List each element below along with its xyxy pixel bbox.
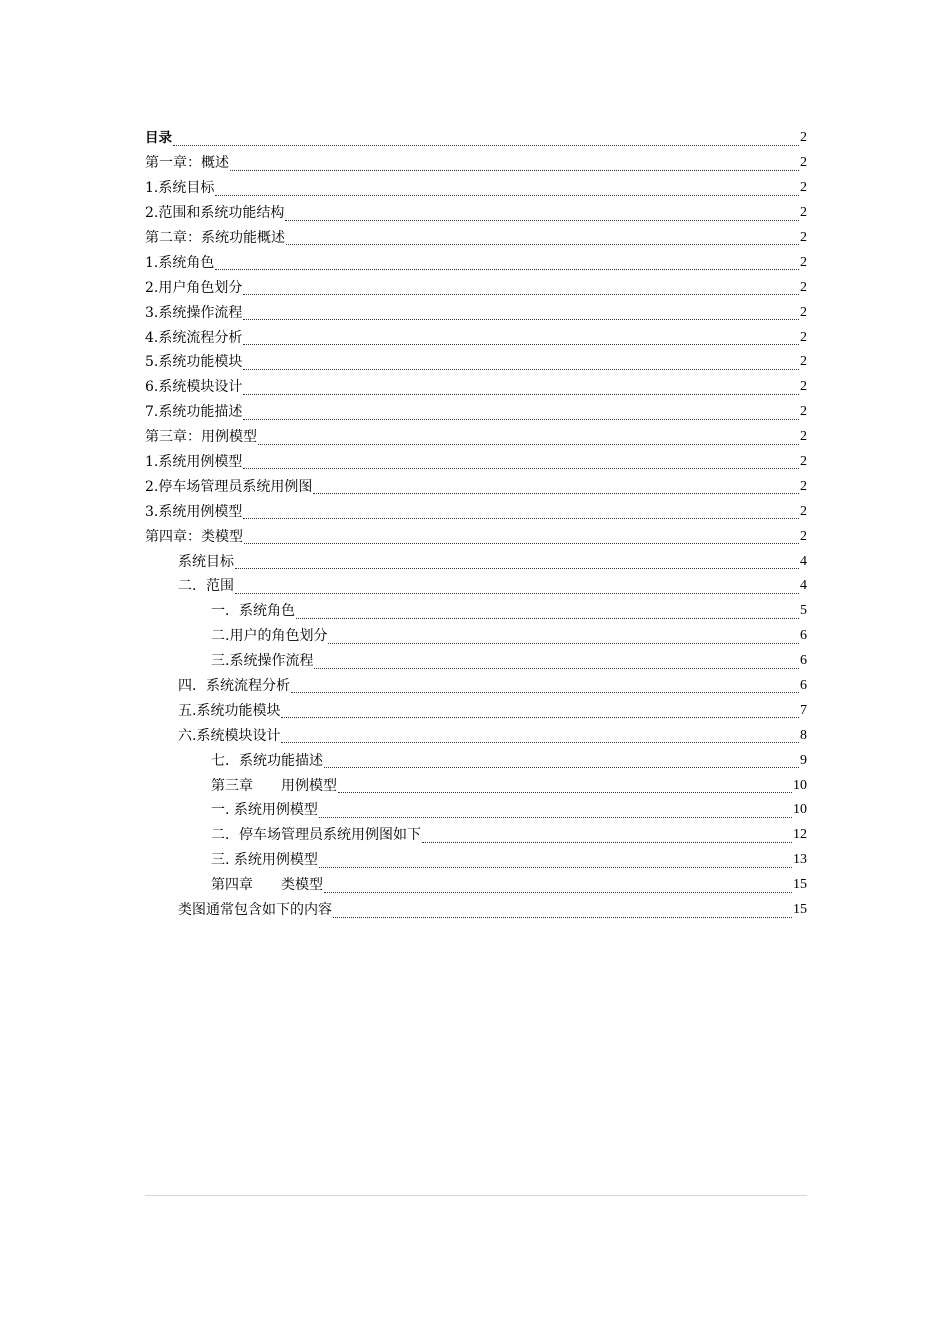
toc-entry-page-number: 15 [793,902,807,918]
toc-entry[interactable] [145,674,807,699]
toc-dot-leader [243,517,799,519]
toc-entry-page-number: 2 [800,254,807,270]
toc-entry-title: 1.系统用例模型 [145,454,243,471]
toc-entry-page-number: 2 [800,503,807,519]
toc-entry[interactable] [145,574,807,599]
toc-entry-title: 三.系统操作流程 [211,653,314,670]
toc-entry-title: 类图通常包含如下的内容 [178,902,332,919]
toc-entry[interactable] [145,798,807,823]
footer-divider [145,1195,807,1196]
toc-entry-page-number: 2 [800,230,807,245]
toc-dot-leader [338,791,792,793]
toc-entry-page-number: 10 [793,802,807,818]
toc-entry-title: 第二章：系统功能概述 [145,230,285,246]
toc-dot-leader [235,567,799,569]
toc-entry-page-number: 13 [793,852,807,868]
toc-entry[interactable] [145,450,807,475]
toc-dot-leader [285,219,799,221]
toc-entry[interactable] [145,425,807,450]
toc-entry[interactable] [145,499,807,524]
toc-entry[interactable] [145,599,807,624]
toc-dot-leader [319,866,792,868]
toc-entry-title: 五.系统功能模块 [178,702,281,719]
toc-entry[interactable] [145,748,807,773]
toc-entry[interactable] [145,649,807,674]
toc-dot-leader [281,741,799,743]
toc-entry-page-number: 10 [793,777,807,793]
toc-dot-leader [230,169,799,171]
toc-dot-leader [243,318,799,320]
toc-entry-page-number: 6 [800,628,807,644]
toc-entry-title: 四．系统流程分析 [178,678,290,695]
toc-dot-leader [314,667,799,669]
toc-dot-leader [313,492,799,494]
toc-entry-title: 二．停车场管理员系统用例图如下 [211,827,421,844]
toc-dot-leader [243,368,799,370]
toc-entry-title: 3.系统操作流程 [145,304,243,321]
toc-entry-title: 4.系统流程分析 [145,329,243,346]
toc-entry-page-number: 2 [800,279,807,295]
toc-entry[interactable] [145,848,807,873]
toc-entry[interactable] [145,151,807,176]
toc-entry-page-number: 2 [800,130,807,146]
toc-entry-page-number: 9 [800,752,807,768]
toc-dot-leader [319,816,792,818]
toc-entry-title: 第四章 类模型 [211,877,323,894]
toc-entry-title: 系统目标 [178,553,234,570]
toc-entry[interactable] [145,201,807,226]
toc-entry-page-number: 6 [800,678,807,694]
toc-entry[interactable] [145,126,807,151]
toc-entry[interactable] [145,275,807,300]
toc-dot-leader [286,243,799,245]
toc-entry-title: 第四章：类模型 [145,528,243,545]
toc-entry[interactable] [145,773,807,798]
toc-entry[interactable] [145,898,807,923]
toc-entry-page-number: 15 [793,877,807,893]
toc-dot-leader [422,841,792,843]
toc-entry-title: 二．范围 [178,578,234,595]
toc-entry-page-number: 12 [793,827,807,843]
toc-entry-page-number: 6 [800,653,807,669]
toc-entry-page-number: 2 [800,329,807,345]
toc-dot-leader [296,617,799,619]
toc-entry[interactable] [145,524,807,549]
toc-entry-title: 三. 系统用例模型 [211,852,318,869]
toc-dot-leader [243,293,799,295]
toc-entry-title: 7.系统功能描述 [145,404,243,421]
toc-entry-page-number: 2 [800,528,807,544]
toc-entry-page-number: 2 [800,379,807,395]
toc-entry-title: 一．系统角色 [211,603,295,620]
toc-entry-page-number: 2 [800,354,807,370]
toc-entry[interactable] [145,325,807,350]
toc-entry-title: 3.系统用例模型 [145,503,243,520]
toc-entry-page-number: 5 [800,603,807,619]
toc-entry[interactable] [145,300,807,325]
toc-dot-leader [333,916,792,918]
toc-entry[interactable] [145,549,807,574]
toc-dot-leader [243,467,799,469]
toc-entry[interactable] [145,698,807,723]
toc-dot-leader [243,343,799,345]
toc-entry-page-number: 8 [800,727,807,743]
toc-entry-title: 第三章：用例模型 [145,429,257,446]
toc-entry-title: 第一章：概述 [145,155,229,172]
toc-dot-leader [173,144,799,146]
toc-entry-page-number: 7 [800,702,807,718]
toc-entry-page-number: 2 [800,429,807,445]
toc-dot-leader [258,443,799,445]
toc-entry-title: 一. 系统用例模型 [211,802,318,819]
toc-entry-title: 二.用户的角色划分 [211,628,328,645]
toc-entry-page-number: 2 [800,180,807,196]
toc-entry[interactable] [145,723,807,748]
toc-entry[interactable] [145,176,807,201]
toc-entry-page-number: 2 [800,478,807,494]
toc-entry-title: 2.停车场管理员系统用例图 [145,478,313,495]
toc-entry-page-number: 2 [800,404,807,420]
toc-entry[interactable] [145,474,807,499]
toc-entry-page-number: 4 [800,553,807,569]
toc-entry[interactable] [145,226,807,251]
toc-entry-page-number: 2 [800,205,807,221]
toc-dot-leader [215,194,799,196]
toc-entry-page-number: 2 [800,304,807,320]
toc-entry-title: 目录 [145,130,172,147]
toc-entry[interactable] [145,823,807,848]
toc-entry-title: 六.系统模块设计 [178,727,281,744]
toc-entry-title: 5.系统功能模块 [145,354,243,371]
toc-dot-leader [328,642,799,644]
toc-entry-title: 1.系统目标 [145,180,215,197]
toc-entry[interactable] [145,375,807,400]
toc-entry-title: 6.系统模块设计 [145,379,243,396]
toc-entry-title: 1.系统角色 [145,254,215,271]
toc-dot-leader [324,766,799,768]
toc-entry[interactable] [145,250,807,275]
toc-dot-leader [291,691,799,693]
toc-entry-title: 2.用户角色划分 [145,279,243,296]
toc-entry-title: 2.范围和系统功能结构 [145,205,285,222]
table-of-contents [145,126,807,923]
toc-entry-page-number: 4 [800,578,807,594]
toc-dot-leader [324,891,792,893]
toc-dot-leader [243,393,799,395]
toc-dot-leader [235,592,799,594]
toc-dot-leader [243,418,799,420]
toc-entry-page-number: 2 [800,155,807,171]
toc-entry[interactable] [145,873,807,898]
toc-entry-title: 第三章 用例模型 [211,777,337,794]
toc-entry-page-number: 2 [800,454,807,470]
toc-entry[interactable] [145,400,807,425]
toc-entry[interactable] [145,350,807,375]
toc-entry-title: 七．系统功能描述 [211,752,323,769]
toc-entry[interactable] [145,624,807,649]
toc-dot-leader [281,716,799,718]
toc-dot-leader [244,542,799,544]
toc-dot-leader [215,268,799,270]
